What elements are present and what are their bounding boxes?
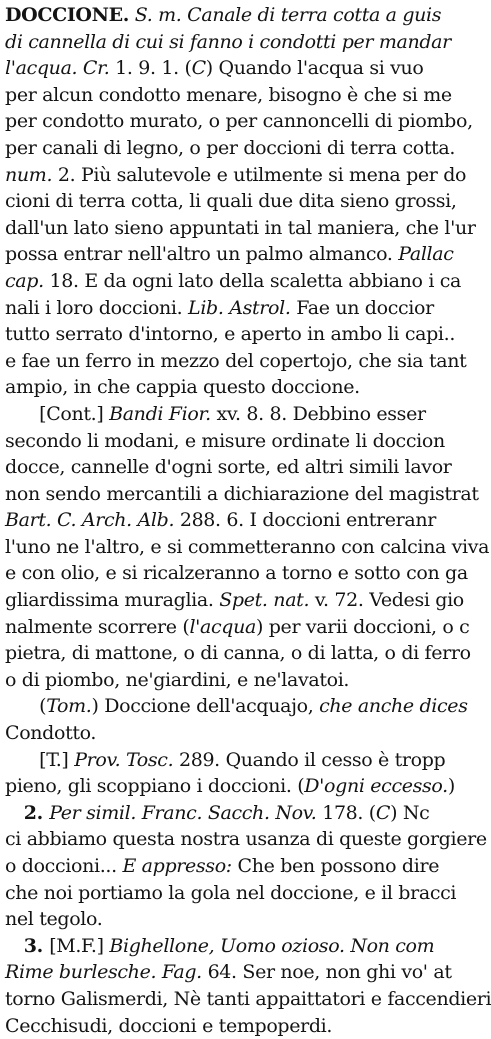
text-line	[5, 401, 436, 428]
text-segment: [M.F.]	[49, 934, 110, 957]
text-line	[5, 587, 464, 614]
text-line	[5, 959, 452, 986]
text-line	[5, 108, 473, 135]
text-segment: gliardissima muraglia.	[5, 589, 220, 612]
text-segment: xv. 8. 8. Debbino esser	[210, 402, 426, 425]
text-segment: ampio, in che cappia questo doccione.	[5, 376, 360, 399]
text-segment: )	[447, 775, 455, 798]
text-segment: v. 72. Vedesi gio	[309, 589, 464, 612]
text-segment: nel tegolo.	[5, 908, 103, 931]
text-line	[5, 826, 487, 853]
entry-body	[5, 2, 491, 1039]
text-segment: 1. 9. 1. (	[109, 57, 192, 80]
text-line	[5, 29, 451, 56]
text-line	[5, 321, 456, 348]
text-segment: 2. Più salutevole e utilmente si mena per do	[52, 163, 467, 186]
text-segment: 288. 6. I doccioni entreranr	[174, 509, 437, 532]
text-segment: pietra, di mattone, o di canna, o di latta, o di ferro	[5, 642, 471, 665]
text-segment: per condotto murato, o per cannoncelli di piombo,	[5, 110, 473, 133]
text-segment: e con olio, e si ricalzeranno a torno e sotto con ga	[5, 562, 468, 585]
text-line	[5, 135, 456, 162]
text-line	[5, 55, 436, 82]
text-segment: Che ben possono dire	[231, 855, 440, 877]
italic-text: Bighellone, Uomo ozioso. Non com	[109, 934, 435, 957]
text-line	[5, 162, 467, 189]
text-segment: [T.]	[5, 748, 75, 771]
text-line	[5, 614, 470, 641]
text-segment: ) Nc	[390, 801, 430, 824]
text-segment: ) Quando l'acqua si vuo	[205, 57, 424, 80]
text-line	[5, 295, 436, 322]
text-segment: nali i loro doccioni.	[5, 296, 189, 319]
text-segment: nalmente scorrere (	[5, 615, 190, 638]
bold-text: 2.	[5, 801, 50, 824]
text-segment: l'uno ne l'altro, e si commetteranno con calcina viva	[5, 535, 490, 558]
text-segment: ) per varii doccioni, o c	[255, 615, 470, 638]
text-segment: Condotto.	[5, 722, 97, 745]
italic-text: l'acqua	[189, 615, 256, 638]
text-line	[5, 534, 490, 561]
italic-text: Pallac	[398, 243, 454, 266]
text-segment: ) Doccione dell'acquajo,	[91, 695, 320, 718]
text-line	[5, 667, 436, 694]
text-segment: 64. Ser noe, non ghi vo' at	[201, 961, 452, 984]
text-line	[5, 933, 436, 960]
italic-text: Per simil. Franc. Sacch. Nov.	[49, 801, 317, 824]
text-line	[5, 986, 491, 1013]
text-line	[5, 507, 436, 534]
italic-text: cap.	[5, 269, 44, 292]
text-segment: torno Galismerdi, Nè tanti appaittatori e faccendieri	[5, 987, 491, 1010]
text-segment: (	[5, 695, 47, 718]
text-line	[5, 720, 436, 747]
italic-text: Spet. nat.	[219, 589, 310, 612]
italic-text: Prov. Tosc.	[74, 748, 174, 771]
bold-text: DOCCIONE.	[5, 4, 130, 26]
text-segment: possa entrar nell'altro un palmo almanco.	[5, 243, 399, 266]
text-segment: per alcun condotto menare, bisogno è che si me	[5, 83, 452, 106]
text-segment: ci abbiamo questa nostra usanza di queste gorgiere	[5, 828, 487, 851]
text-segment: o di piombo, ne'giardini, e ne'lavatoi.	[5, 668, 350, 691]
text-segment: 289. Quando il cesso è tropp	[173, 748, 446, 771]
text-line	[5, 693, 468, 720]
text-segment: dall'un lato sieno appuntati in tal maniera, che l'ur	[5, 216, 476, 239]
text-segment: pieno, gli scoppiano i doccioni. (	[5, 775, 305, 798]
text-line	[5, 1013, 436, 1039]
text-segment: secondo li modani, e misure ordinate li doccion	[5, 429, 445, 452]
text-segment: docce, cannelle d'ogni sorte, ed altri simili lavor	[5, 456, 452, 479]
italic-text: C	[191, 57, 206, 80]
text-line	[5, 2, 442, 29]
italic-text: Bandi Fior.	[109, 402, 211, 425]
text-line	[5, 374, 436, 401]
text-line	[5, 188, 457, 215]
bold-text: 3.	[5, 934, 50, 957]
text-segment: cioni di terra cotta, li quali due dita sieno grossi,	[5, 190, 457, 213]
text-line	[5, 773, 455, 800]
italic-text: l'acqua. Cr.	[5, 57, 110, 80]
italic-text: Lib. Astrol.	[188, 296, 291, 319]
text-segment: o doccioni...	[5, 855, 123, 877]
text-line	[5, 747, 446, 774]
italic-text: E appresso:	[122, 855, 232, 877]
text-segment: e fae un ferro in mezzo del copertojo, che sia tant	[5, 349, 467, 372]
text-line	[5, 241, 454, 268]
italic-text: che anche dices	[319, 695, 468, 718]
text-line	[5, 640, 471, 667]
text-segment: che noi portiamo la gola nel doccione, e il bracci	[5, 881, 457, 904]
italic-text: Bart. C. Arch. Alb.	[5, 509, 175, 532]
text-line	[5, 800, 436, 827]
text-line	[5, 268, 462, 295]
italic-text: Tom.	[46, 695, 92, 718]
italic-text: D'ogni eccesso.	[304, 775, 448, 798]
text-line	[5, 560, 468, 587]
text-segment: 178. (	[316, 801, 376, 824]
italic-text: C	[375, 801, 391, 824]
text-line	[5, 348, 467, 375]
text-segment: [Cont.]	[5, 402, 110, 425]
text-line	[5, 906, 436, 933]
text-line	[5, 481, 479, 508]
italic-text: di cannella di cui si fanno i condotti per mandar	[5, 30, 451, 53]
text-segment: Cecchisudi, doccioni e tempoperdi.	[5, 1014, 333, 1037]
text-segment: Fae un doccior	[290, 296, 434, 319]
text-line	[5, 880, 457, 907]
italic-text: S. m. Canale di terra cotta a guis	[134, 4, 442, 26]
text-line	[5, 215, 476, 242]
text-line	[5, 428, 445, 455]
text-line	[5, 853, 440, 880]
text-segment: tutto serrato d'intorno, e aperto in ambo li capi..	[5, 323, 456, 346]
italic-text: num.	[5, 163, 53, 186]
text-segment: non sendo mercantili a dichiarazione del magistrat	[5, 482, 479, 505]
text-segment: 18. E da ogni lato della scaletta abbiano i ca	[43, 269, 462, 292]
text-line	[5, 82, 452, 109]
text-segment: per canali di legno, o per doccioni di terra cotta.	[5, 136, 456, 159]
italic-text: Rime burlesche. Fag.	[5, 961, 202, 984]
text-line	[5, 454, 452, 481]
